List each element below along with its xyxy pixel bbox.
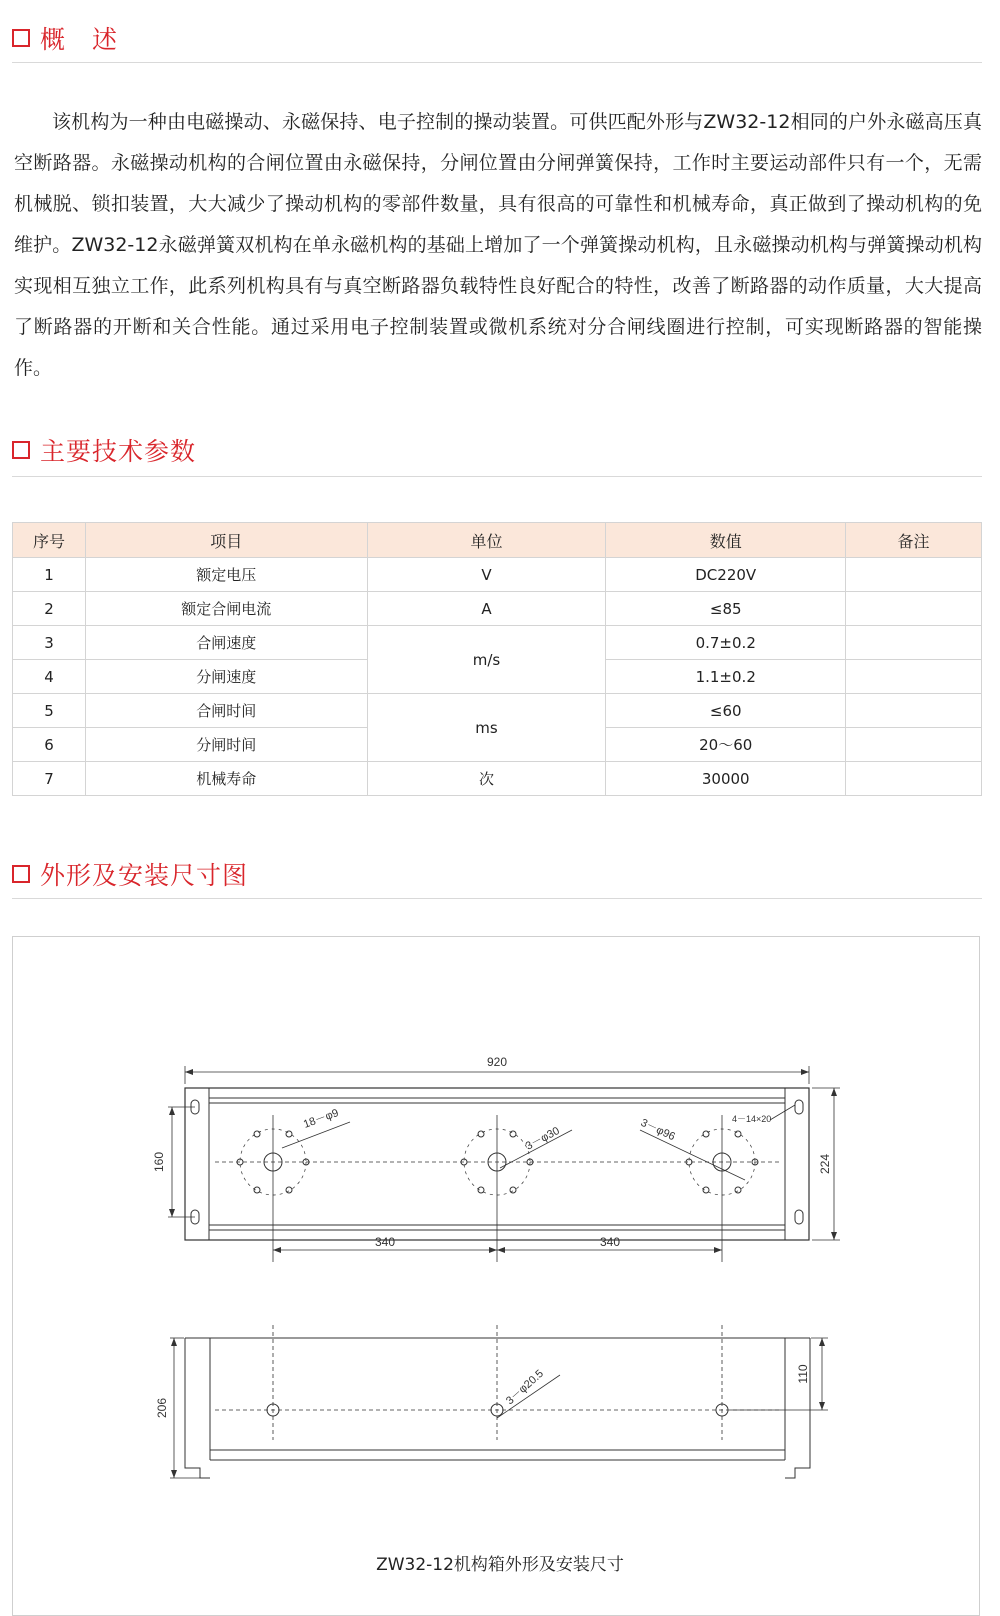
overview-paragraph: 该机构为一种由电磁操动、永磁保持、电子控制的操动装置。可供匹配外形与ZW32-12相同的户外永磁高压真空断路器。永磁操动机构的合闸位置由永磁保持，分闸位置由分闸弹簧保持，工作时主要运动部件只有一个，无需机械脱、锁扣装置，大大减少了操动机构的零部件数量，具有很高的可靠性和机械寿命，真正做到了操动机构的免维护。ZW32-12永磁弹簧双机构在单永磁机构的基础上增加了一个弹簧操动机构，且永磁操动机构与弹簧操动机构实现相互独立工作，此系列机构具有与真空断路器负载特性良好配合的特性，改善了断路器的动作质量，大大提高了断路器的开断和关合性能。通过采用电子控制装置或微机系统对分合闸线圈进行控制，可实现断路器的智能操作。 [14, 111, 982, 379]
cell-no: 7 [13, 762, 86, 796]
header-cell: 数值 [606, 523, 846, 558]
cell-value: ≤85 [606, 592, 846, 626]
cell-value: 1.1±0.2 [606, 660, 846, 694]
cell-item: 额定电压 [85, 558, 367, 592]
params-title: 主要技术参数 [40, 437, 197, 466]
dimensions-title: 外形及安装尺寸图 [40, 861, 249, 890]
header-cell: 单位 [367, 523, 606, 558]
header-cell: 序号 [13, 523, 86, 558]
side-holes-label: 3－φ20.5 [503, 1367, 546, 1408]
header-cell: 项目 [85, 523, 367, 558]
cell-item: 分闸速度 [85, 660, 367, 694]
cell-no: 5 [13, 694, 86, 728]
cell-no: 6 [13, 728, 86, 762]
holes-right-label: 3－φ96 [638, 1116, 677, 1144]
overview-title: 概 述 [40, 25, 119, 54]
figure-caption: ZW32-12机构箱外形及安装尺寸 [376, 1555, 624, 1575]
cell-item: 合闸速度 [85, 626, 367, 660]
cell-item: 机械寿命 [85, 762, 367, 796]
cell-no: 4 [13, 660, 86, 694]
holes-center-label: 3－φ30 [523, 1124, 562, 1153]
dim-height-outer-label: 224 [818, 1153, 832, 1175]
side-height-label: 206 [155, 1397, 169, 1419]
dim-span-left-label: 340 [374, 1235, 396, 1249]
holes-small-label: 18－φ9 [301, 1107, 341, 1131]
cell-no: 1 [13, 558, 86, 592]
cell-item: 分闸时间 [85, 728, 367, 762]
dim-width-label: 920 [486, 1055, 508, 1069]
cell-item: 合闸时间 [85, 694, 367, 728]
dim-height-inner-label: 160 [152, 1151, 166, 1173]
slots-label: 4－14×20 [732, 1114, 772, 1124]
cell-no: 2 [13, 592, 86, 626]
side-view [170, 1325, 828, 1478]
side-offset-label: 110 [796, 1364, 810, 1384]
cell-value: 20～60 [606, 728, 846, 762]
top-view [168, 1066, 840, 1262]
cell-unit: 次 [367, 762, 606, 796]
cell-value: 30000 [606, 762, 846, 796]
cell-unit: ms [367, 694, 606, 762]
cell-no: 3 [13, 626, 86, 660]
cell-unit: m/s [367, 626, 606, 694]
cell-unit: A [367, 592, 606, 626]
dim-span-right-label: 340 [599, 1235, 621, 1249]
cell-value: 0.7±0.2 [606, 626, 846, 660]
cell-item: 额定合闸电流 [85, 592, 367, 626]
cell-value: DC220V [606, 558, 846, 592]
header-cell: 备注 [846, 523, 982, 558]
cell-value: ≤60 [606, 694, 846, 728]
cell-unit: V [367, 558, 606, 592]
